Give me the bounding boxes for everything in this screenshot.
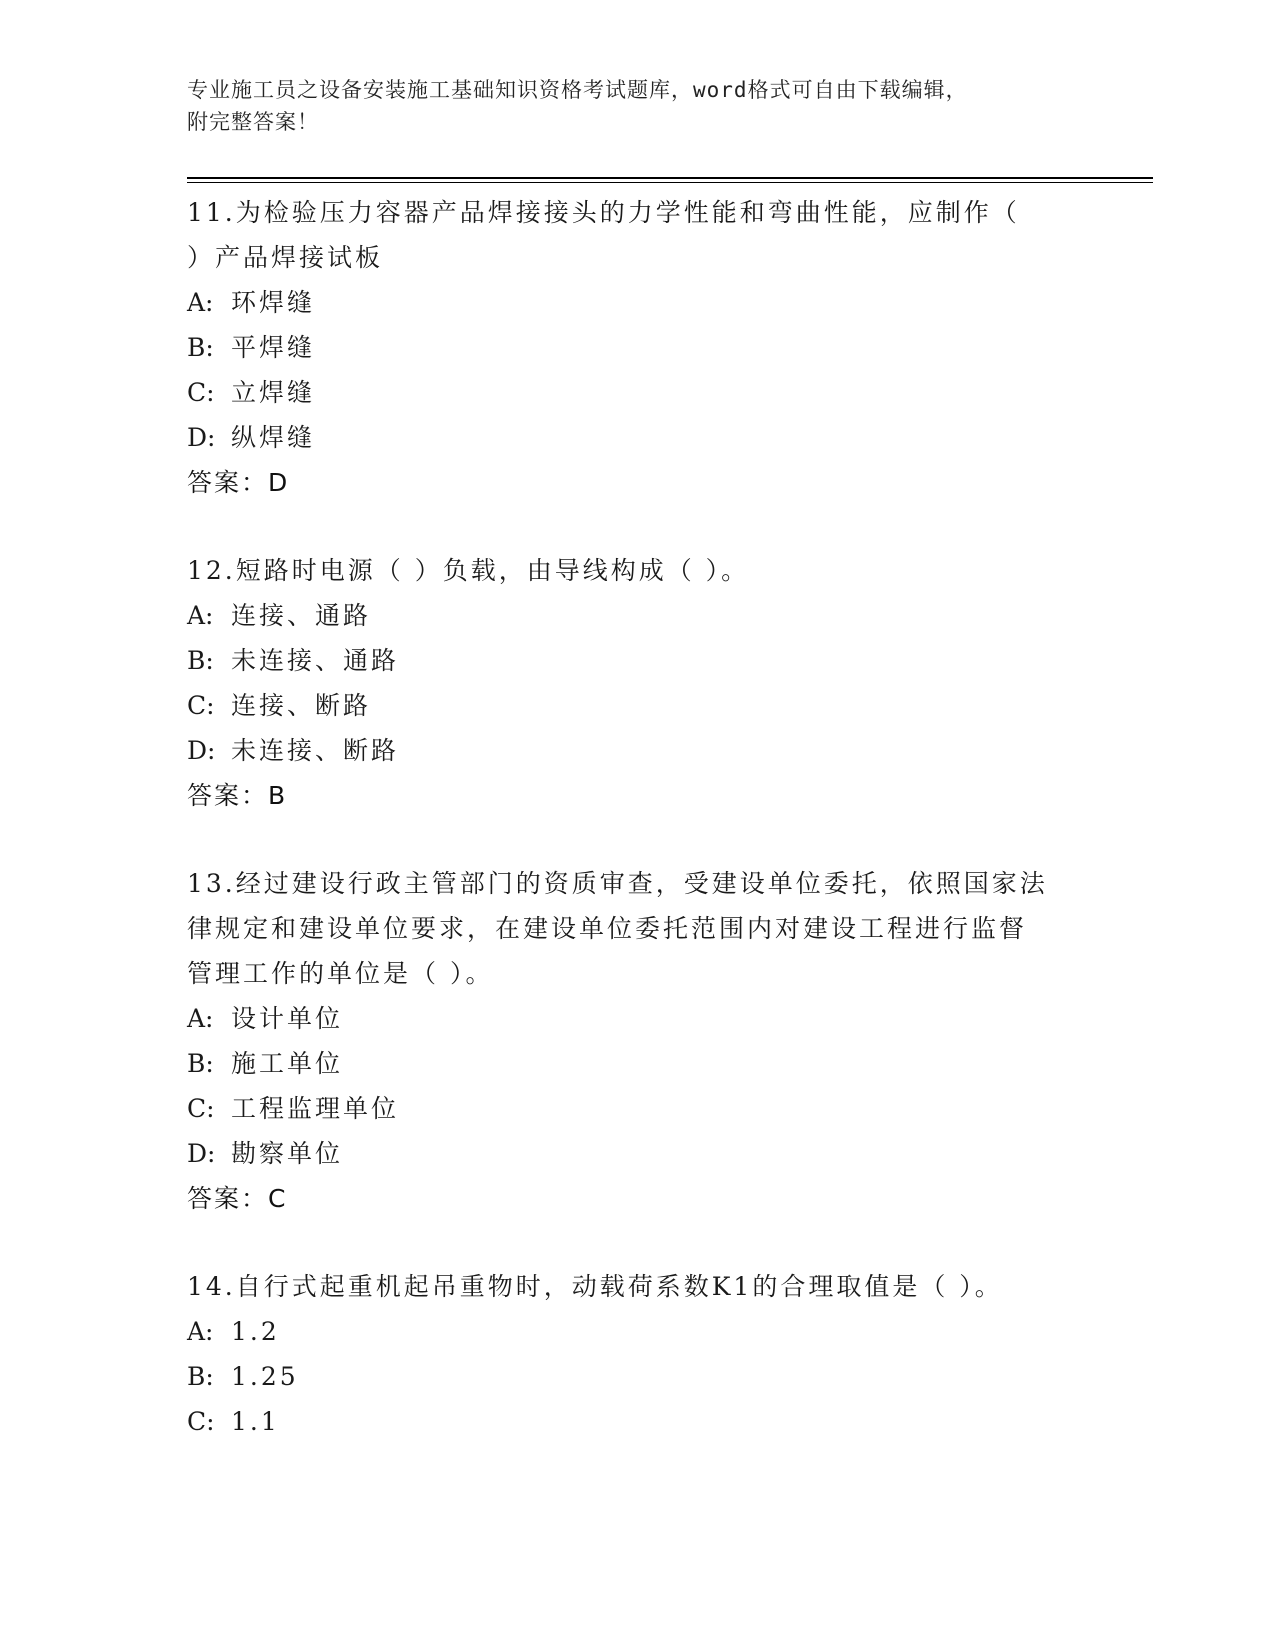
question-text-line: 管理工作的单位是（ ）。 <box>187 959 494 988</box>
question-text-line: ）产品焊接试板 <box>187 243 384 272</box>
option-text: 工程监理单位 <box>231 1094 400 1123</box>
option-text: 环焊缝 <box>231 288 316 317</box>
answer-option <box>187 415 1087 460</box>
option-letter: C: <box>187 691 215 720</box>
answer-option <box>187 996 1087 1041</box>
answer-option <box>187 1086 1087 1131</box>
answer-option <box>187 370 1087 415</box>
option-letter: B: <box>187 1362 214 1391</box>
answer-key: 答案：D <box>187 468 290 497</box>
answer-option <box>187 1041 1087 1086</box>
question-block <box>187 861 1087 1221</box>
option-letter: B: <box>187 1049 214 1078</box>
question-text-line: 14.自行式起重机起吊重物时，动载荷系数K1的合理取值是（ ）。 <box>187 1272 1003 1301</box>
option-letter: B: <box>187 333 214 362</box>
answer-option <box>187 280 1087 325</box>
option-letter: B: <box>187 646 214 675</box>
option-text: 1.25 <box>231 1362 299 1391</box>
option-letter: D: <box>187 423 216 452</box>
option-text: 设计单位 <box>231 1004 344 1033</box>
question-list <box>187 190 1087 1487</box>
answer-option <box>187 728 1087 773</box>
option-text: 施工单位 <box>231 1049 344 1078</box>
header-line-2: 附完整答案！ <box>187 110 319 134</box>
option-text: 未连接、断路 <box>231 736 400 765</box>
option-text: 1.1 <box>231 1407 280 1436</box>
option-letter: D: <box>187 736 216 765</box>
option-text: 未连接、通路 <box>231 646 400 675</box>
question-text-line: 13.经过建设行政主管部门的资质审查，受建设单位委托，依照国家法 <box>187 869 1048 898</box>
document-header <box>187 74 1087 138</box>
question-text-line: 12.短路时电源（ ）负载，由导线构成（ ）。 <box>187 556 750 585</box>
option-text: 连接、断路 <box>231 691 372 720</box>
answer-option <box>187 325 1087 370</box>
option-text: 连接、通路 <box>231 601 372 630</box>
option-text: 平焊缝 <box>231 333 316 362</box>
option-text: 纵焊缝 <box>231 423 316 452</box>
header-divider-thick <box>187 177 1153 179</box>
option-letter: A: <box>187 1004 214 1033</box>
option-text: 勘察单位 <box>231 1139 344 1168</box>
option-letter: A: <box>187 601 214 630</box>
option-letter: C: <box>187 1094 215 1123</box>
answer-key: 答案：B <box>187 781 288 810</box>
question-block <box>187 548 1087 818</box>
answer-option <box>187 1309 1087 1354</box>
question-block <box>187 190 1087 505</box>
question-block <box>187 1264 1087 1444</box>
answer-option <box>187 1354 1087 1399</box>
answer-option <box>187 1131 1087 1176</box>
header-line-1: 专业施工员之设备安装施工基础知识资格考试题库，word格式可自由下载编辑， <box>187 78 968 102</box>
option-letter: C: <box>187 1407 215 1436</box>
option-letter: C: <box>187 378 215 407</box>
answer-option <box>187 683 1087 728</box>
option-letter: A: <box>187 288 214 317</box>
answer-option <box>187 593 1087 638</box>
option-text: 1.2 <box>231 1317 280 1346</box>
answer-option <box>187 1399 1087 1444</box>
option-text: 立焊缝 <box>231 378 316 407</box>
header-divider-thin <box>187 182 1153 183</box>
question-text-line: 11.为检验压力容器产品焊接接头的力学性能和弯曲性能，应制作（ <box>187 198 1020 227</box>
answer-key: 答案：C <box>187 1184 288 1213</box>
question-text-line: 律规定和建设单位要求，在建设单位委托范围内对建设工程进行监督 <box>187 914 1028 943</box>
option-letter: D: <box>187 1139 216 1168</box>
answer-option <box>187 638 1087 683</box>
option-letter: A: <box>187 1317 214 1346</box>
